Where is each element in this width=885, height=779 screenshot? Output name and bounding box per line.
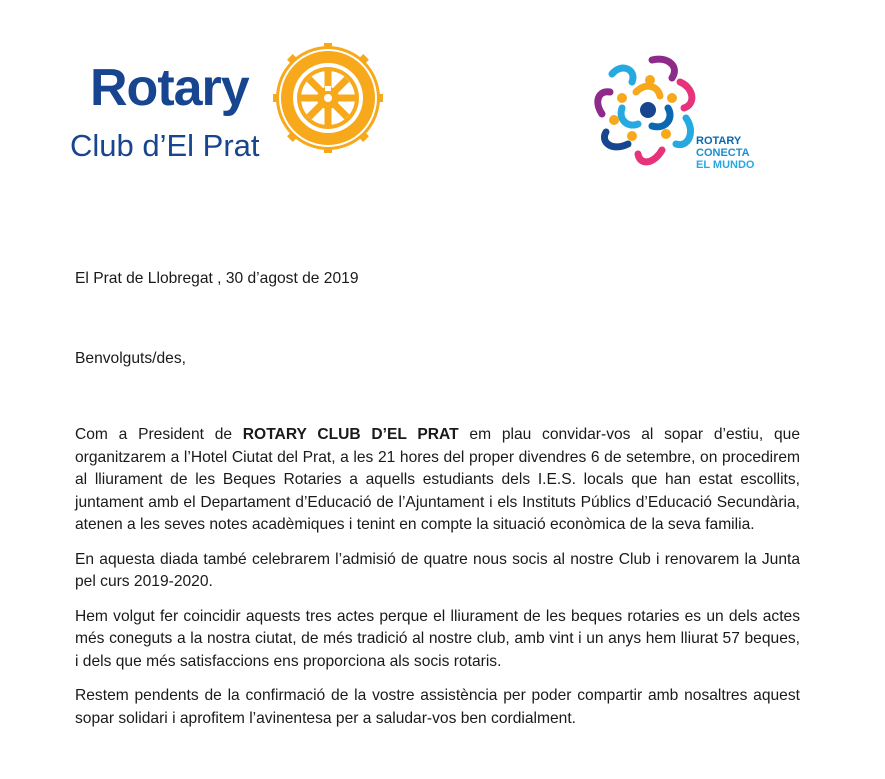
conecta-tagline	[696, 135, 754, 171]
rotary-wheel-icon	[272, 42, 384, 154]
tagline-line-3: EL MUNDO	[696, 159, 755, 171]
connected-people-icon	[592, 52, 702, 172]
letter-paragraphs	[75, 424, 800, 742]
rotary-club-logo	[70, 42, 390, 167]
paragraph-coincide: Hem volgut fer coincidir aquests tres actes perque el lliurament de les beques rotaries es un dels actes més coneguts a la nostra ciutat, de més tradició al nostre club, amb vint i un anys hem lliurat 57 beques, i dels que més satisfaccions ens proporciona als socis rotaris.	[75, 607, 800, 670]
paragraph-closing: Restem pendents de la confirmació de la vostre assistència per poder compartir amb nosaltres aquest sopar solidari i aprofitem l’avinentesa per a saludar-vos ben cordialment.	[75, 687, 800, 727]
letter-body	[75, 268, 800, 727]
club-name-bold: ROTARY CLUB D’EL PRAT	[242, 426, 459, 443]
club-name: Club d’El Prat	[70, 128, 260, 163]
rotary-wordmark: Rotary	[90, 59, 249, 117]
tagline-line-1: ROTARY	[696, 135, 742, 147]
paragraph-invitation	[75, 424, 800, 537]
tagline-line-2: CONECTA	[696, 147, 750, 159]
paragraph-new-members: En aquesta diada també celebrarem l’admisió de quatre nous socis al nostre Club i renovarem la Junta pel curs 2019-2020.	[75, 550, 800, 590]
salutation: Benvolguts/des,	[75, 350, 186, 367]
p1-rest: em plau convidar-vos al sopar d’estiu, que organitzarem a l’Hotel Ciutat del Prat, a les 21 hores del proper divendres 6 de setembre, on procedirem al lliurament de les Beques Rotaries a aquells estudiants dels I.E.S. locals que han estat escollits, juntament amb el Departament d’Educació de l’Ajuntament i els Instituts Públics d’Educació Secundària, atenen a les seves notes acadèmiques i tenint en compte la situació econòmica de la seva familia.	[75, 426, 800, 533]
p1-intro: Com a President de	[75, 426, 243, 443]
rotary-conecta-logo	[592, 52, 782, 177]
date-line: El Prat de Llobregat , 30 d’agost de 2019	[75, 270, 359, 287]
